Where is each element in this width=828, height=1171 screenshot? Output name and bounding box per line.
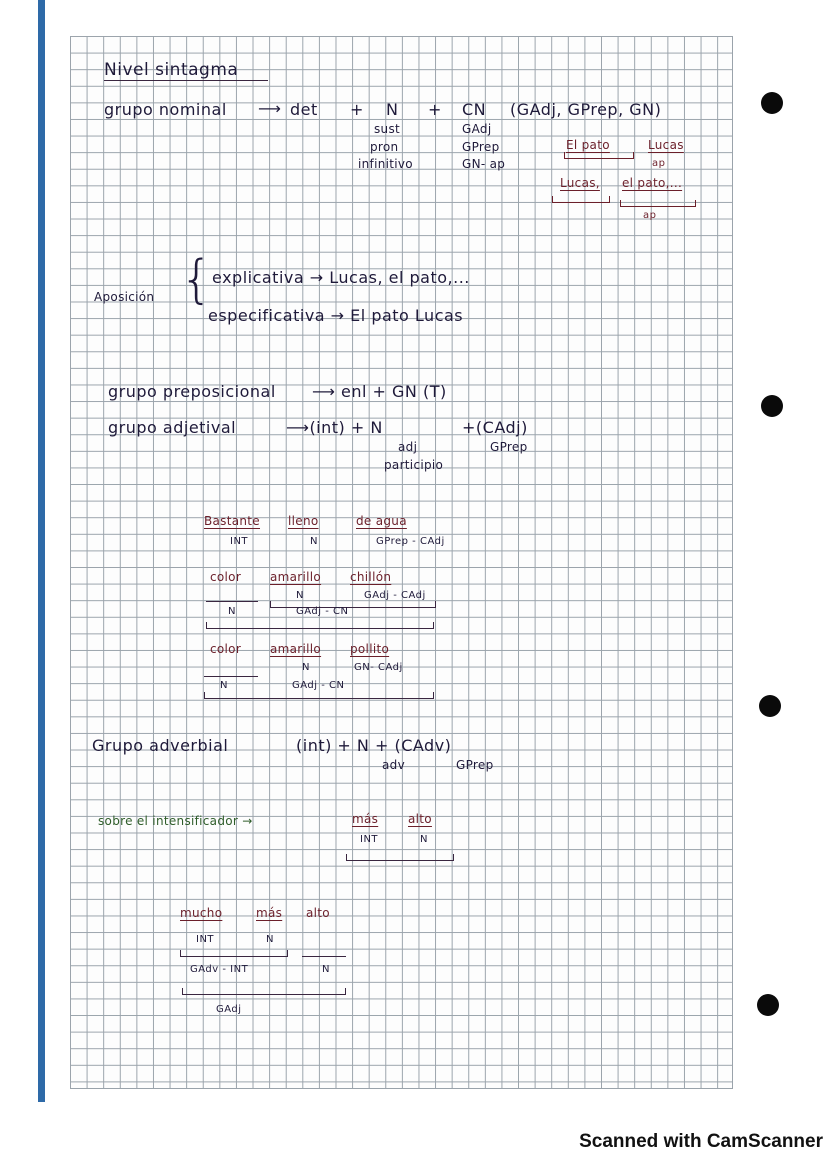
tree-label-1: INT [196,934,215,945]
gadj-lead: grupo adjetival [108,418,237,437]
gadv-rest: (int) + N + (CAdv) [296,736,452,755]
gn-plus-1: + [350,100,364,119]
intens-label-1: INT [360,834,379,845]
graph-paper-grid [70,36,733,1089]
gn-n-sub-3: infinitivo [358,157,413,171]
tree-word-3: alto [306,906,330,920]
punch-hole [761,395,783,417]
tree-word-2: más [256,906,283,920]
ex2-word-3: chillón [350,570,392,584]
gn-plus-2: + [428,100,442,119]
ex1-label-1: INT [230,536,249,547]
ex1-word-2: lleno [288,514,319,528]
ex3-inner-2: GN- CAdj [354,662,403,673]
ex3-line-1 [204,676,258,677]
gn-cn-paren: (GAdj, GPrep, GN) [510,100,662,119]
gn-example-el-pato-2: el pato,... [622,176,683,190]
ex2-word-1: color [210,570,242,584]
gn-cn-sub-1: GAdj [462,122,492,136]
tree-bracket-1 [180,950,288,957]
gn-example-ap-label: ap [652,158,666,169]
tree-mid: GAdv - INT [190,964,249,975]
gn-example-ap-label-2: ap [643,210,657,221]
gadj-rest: ⟶(int) + N [286,418,383,437]
gadv-n-sub: adv [382,758,405,772]
aposicion-brace: { [180,250,214,310]
ex3-word-1: color [210,642,242,656]
gprep-lead: grupo preposicional [108,382,276,401]
gadj-c-sub: GPrep [490,440,528,454]
intens-word-1: más [352,812,379,826]
binder-edge [38,0,45,1102]
ex2-inner-2: GAdj - CAdj [364,590,426,601]
gn-cn-sub-2: GPrep [462,140,500,154]
ex1-label-2: N [310,536,318,547]
title-underline [104,80,268,81]
ex2-label-2: GAdj - CN [296,606,349,617]
gadj-tail: +(CAdj) [462,418,528,437]
gn-n-sub-1: sust [374,122,401,136]
gn-cn-sub-3: GN- ap [462,157,506,171]
gadv-c-sub: GPrep [456,758,494,772]
gn-n-sub-2: pron [370,140,399,154]
gn-arrow: ⟶ [258,99,282,118]
ex2-line-1 [206,601,258,602]
gn-example-bracket [564,152,634,159]
intens-word-2: alto [408,812,432,826]
punch-hole [759,695,781,717]
gadv-lead: Grupo adverbial [92,736,229,755]
gn-example-bracket-2 [552,196,610,203]
gn-example-lucas-2: Lucas, [560,176,600,190]
gadj-n-sub-2: participio [384,458,444,472]
ex2-label-1: N [228,606,236,617]
aposicion-label: Aposición [94,290,155,304]
gn-example-el-pato: El pato [566,138,610,152]
ex2-bracket [270,601,436,608]
ex2-word-2: amarillo [270,570,322,584]
punch-hole [761,92,783,114]
gn-lead: grupo nominal [104,100,227,119]
intens-bracket [346,854,454,861]
punch-hole [757,994,779,1016]
gn-det: det [290,100,318,119]
gadj-n-sub-1: adj [398,440,418,454]
ex3-label-1: N [220,680,228,691]
gn-n: N [386,100,399,119]
tree-line-alto [302,956,346,957]
gn-example-lucas: Lucas [648,138,684,152]
intens-label-2: N [420,834,428,845]
ex1-label-3: GPrep - CAdj [376,536,445,547]
ex2-outer-bracket [206,622,434,629]
camscanner-watermark: Scanned with CamScanner [579,1131,823,1152]
ex2-inner-1: N [296,590,304,601]
ex3-inner-1: N [302,662,310,673]
title-nivel-sintagma: Nivel sintagma [104,60,239,80]
ex3-word-2: amarillo [270,642,322,656]
intens-lead: sobre el intensificador → [98,814,253,828]
gn-example-bracket-3 [620,200,696,207]
tree-word-1: mucho [180,906,223,920]
tree-mid-n: N [322,964,330,975]
aposicion-line-1: explicativa → Lucas, el pato,... [212,268,470,287]
gn-cn: CN [462,100,487,119]
ex3-word-3: pollito [350,642,390,656]
gprep-rest: ⟶ enl + GN (T) [312,382,447,401]
ex3-outer-bracket [204,692,434,699]
ex1-word-1: Bastante [204,514,260,528]
ex3-label-2: GAdj - CN [292,680,345,691]
tree-label-2: N [266,934,274,945]
tree-bracket-2 [182,988,346,995]
tree-top: GAdj [216,1004,242,1015]
aposicion-line-2: especificativa → El pato Lucas [208,306,464,325]
ex1-word-3: de agua [356,514,407,528]
